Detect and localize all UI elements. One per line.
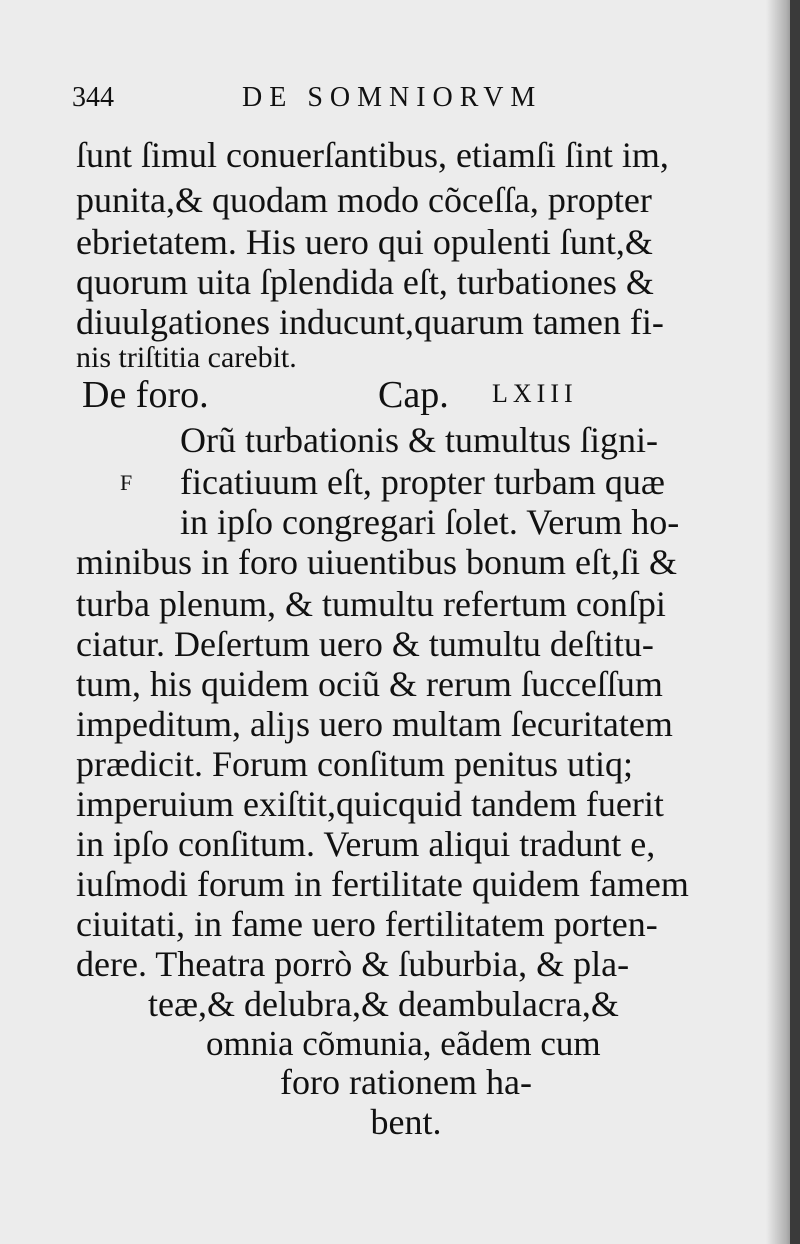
text-line: nis triſtitia carebit. [76, 341, 297, 374]
page-header [72, 82, 632, 122]
text-line: omnia cõmunia, eãdem cum [206, 1024, 601, 1063]
text-line: in ipſo conſitum. Verum aliqui tradunt e, [76, 824, 656, 864]
text-line: minibus in foro uiuentibus bonum eſt,ſi & [76, 542, 677, 582]
text-line: turba plenum, & tumultu refertum conſpi [76, 584, 666, 624]
text-line: in ipſo congregari ſolet. Verum ho- [180, 502, 680, 542]
running-head: DE SOMNIORVM [242, 82, 543, 113]
text-line: quorum uita ſplendida eſt, turbationes & [76, 262, 654, 302]
text-line: tum, his quidem ociũ & rerum ſucceſſum [76, 664, 663, 704]
text-line: bent. [370, 1102, 442, 1142]
chapter-heading [82, 373, 642, 423]
chapter-cap-label: Cap. [378, 374, 449, 416]
text-line: prædicit. Forum conſitum penitus utiq; [76, 744, 633, 784]
text-line: Orũ turbationis & tumultus ſigni- [180, 420, 658, 460]
page-edge [790, 0, 800, 1244]
text-line: iuſmodi forum in fertilitate quidem famem [76, 864, 689, 904]
chapter-number: LXIII [492, 379, 578, 408]
text-line: ebrietatem. His uero qui opulenti ſunt,& [76, 222, 653, 262]
text-line: impeditum, aliȷs uero multam ſecuritatem [76, 704, 673, 744]
text-line: teæ,& delubra,& deambulacra,& [148, 984, 619, 1024]
marginal-letter: F [120, 470, 133, 495]
text-line: ficatiuum eſt, propter turbam quæ [180, 462, 665, 502]
text-line: diuulgationes inducunt,quarum tamen fi- [76, 302, 664, 342]
text-line: ſunt ſimul conuerſantibus, etiamſi ſint im, [76, 135, 669, 175]
text-line: ciuitati, in fame uero fertilitatem porten- [76, 904, 658, 944]
text-line: punita,& quodam modo cõceſſa, propter [76, 180, 652, 220]
text-line: foro rationem ha- [280, 1062, 532, 1102]
text-line: ciatur. Deſertum uero & tumultu deſtitu- [76, 624, 654, 664]
text-line: dere. Theatra porrò & ſuburbia, & pla- [76, 944, 630, 984]
page-number: 344 [72, 82, 114, 113]
text-line: imperuium exiſtit,quicquid tandem fuerit [76, 784, 664, 824]
chapter-title: De foro. [82, 374, 209, 416]
